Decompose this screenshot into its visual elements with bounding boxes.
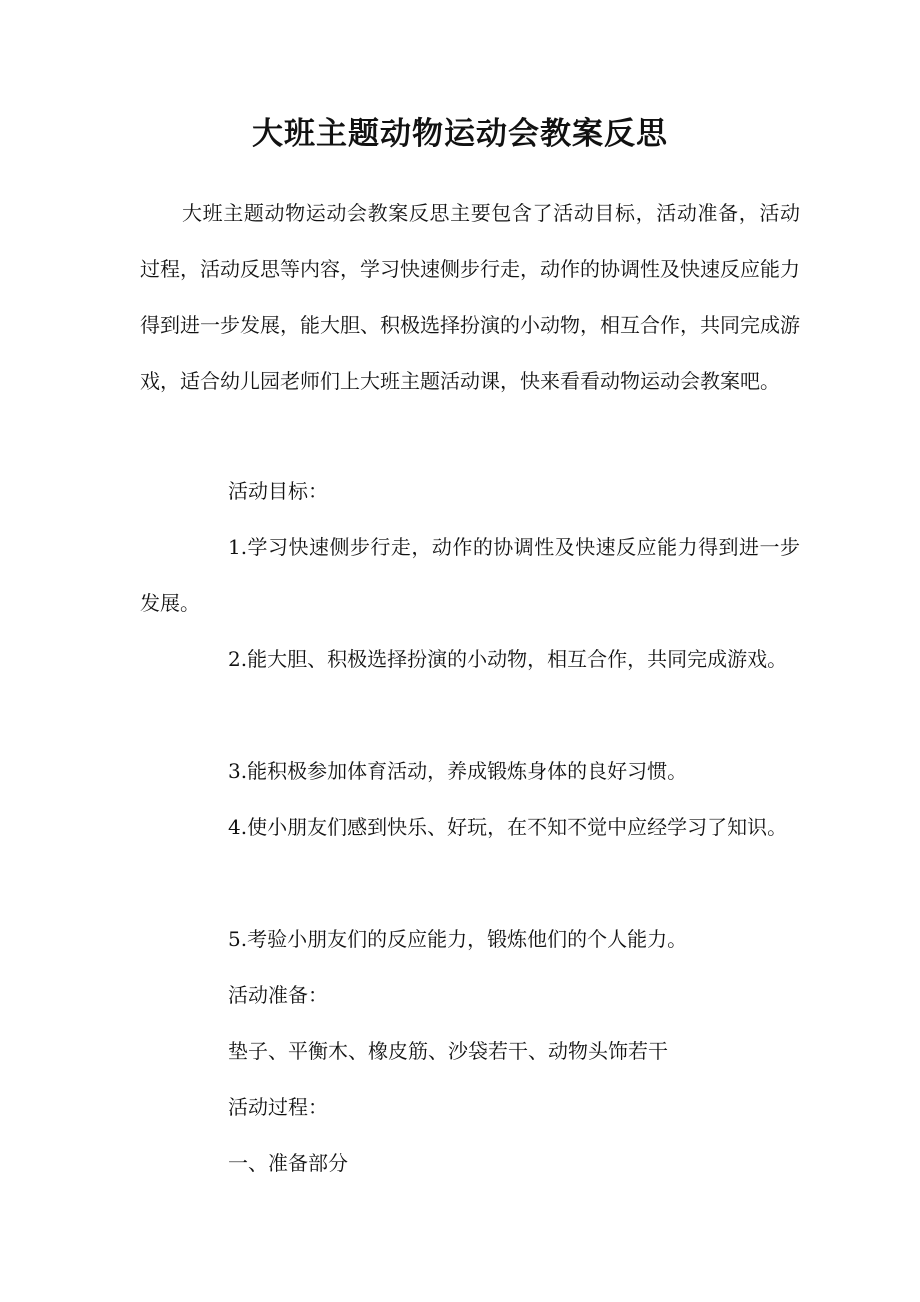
- goal-item-2: 2.能大胆、积极选择扮演的小动物，相互合作，共同完成游戏。: [228, 647, 788, 671]
- goal-item-4: 4.使小朋友们感到快乐、好玩，在不知不觉中应经学习了知识。: [228, 815, 788, 839]
- goal-item-5: 5.考验小朋友们的反应能力，锻炼他们的个人能力。: [228, 927, 688, 951]
- document-title: 大班主题动物运动会教案反思: [252, 116, 668, 152]
- prep-items: 垫子、平衡木、橡皮筋、沙袋若干、动物头饰若干: [228, 1039, 668, 1063]
- goal-item-3: 3.能积极参加体育活动，养成锻炼身体的良好习惯。: [228, 759, 688, 783]
- goal-item-1: 1.学习快速侧步行走，动作的协调性及快速反应能力得到进一步发展。: [140, 535, 800, 615]
- intro-paragraph: 大班主题动物运动会教案反思主要包含了活动目标，活动准备，活动过程，活动反思等内容，学习快速侧步行走，动作的协调性及快速反应能力得到进一步发展，能大胆、积极选择扮演的小动物，相互合作，共同完成游戏，适合幼儿园老师们上大班主题活动课，快来看看动物运动会教案吧。: [140, 201, 800, 393]
- goals-heading: 活动目标：: [228, 479, 328, 503]
- prep-heading: 活动准备：: [228, 983, 328, 1007]
- process-heading: 活动过程：: [228, 1095, 328, 1119]
- section-one-heading: 一、准备部分: [228, 1151, 348, 1175]
